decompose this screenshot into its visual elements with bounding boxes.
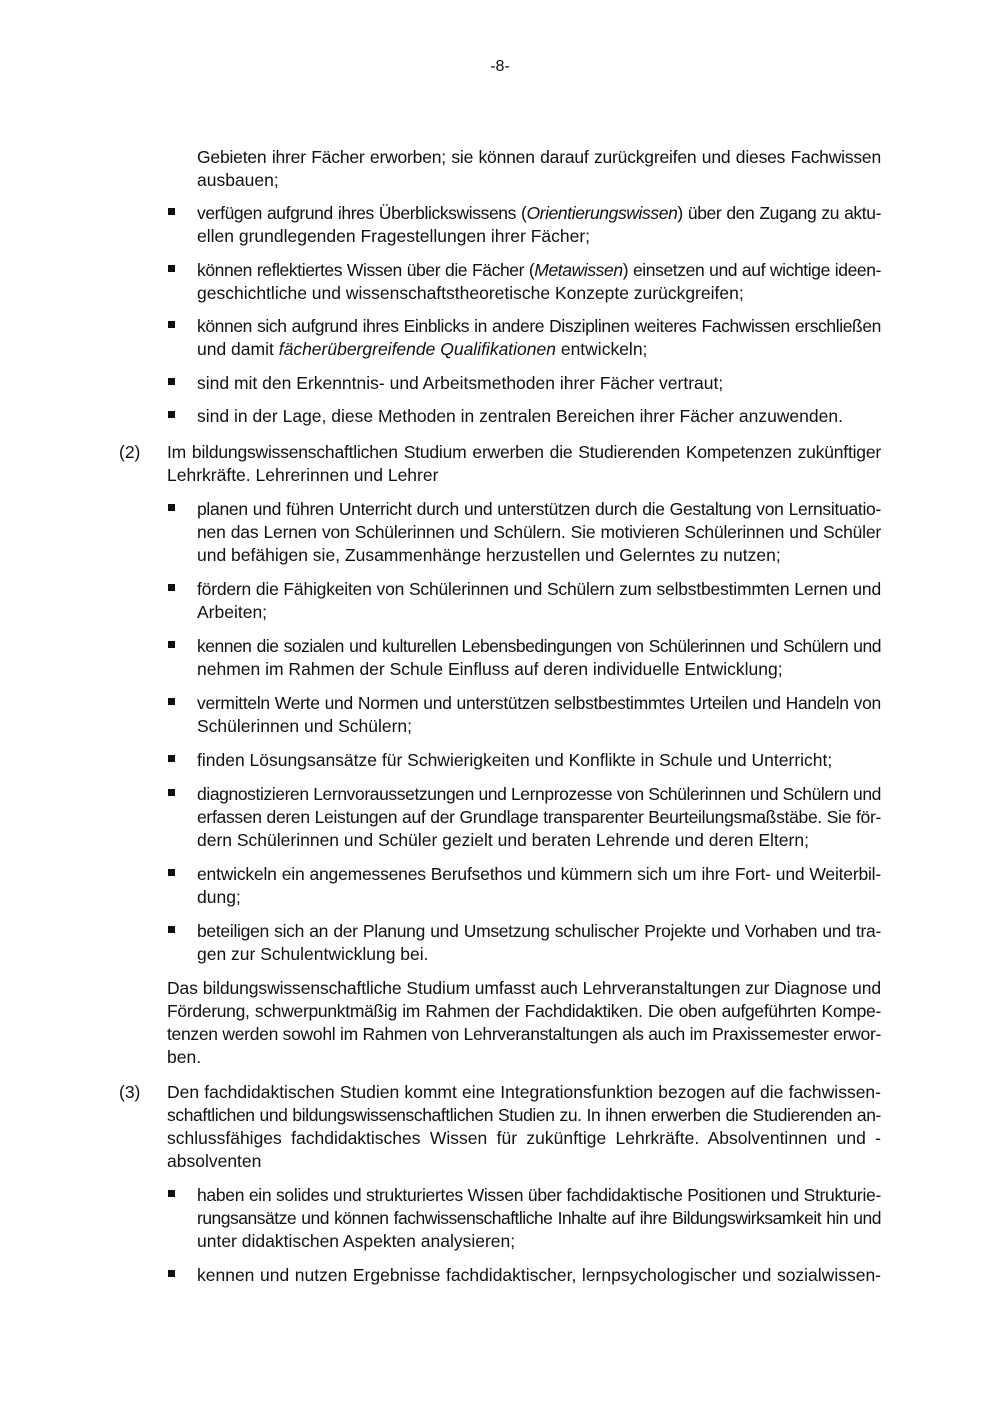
bullet-marker [168, 755, 175, 762]
list-item-line: und befähigen sie, Zusammenhänge herzustellen und Gelerntes zu nutzen; [197, 545, 781, 565]
section-number: (2) [119, 442, 141, 462]
page-number: -8- [490, 58, 510, 75]
list-item-line: rungsansätze und können fachwissenschaftliche Inhalte auf ihre Bildungswirksamkeit hin und [197, 1208, 881, 1228]
list-item-line: kennen die sozialen und kulturellen Lebensbedingungen von Schülerinnen und Schülern und [197, 636, 881, 656]
section-number: (3) [119, 1082, 141, 1102]
list-item-line: fördern die Fähigkeiten von Schülerinnen und Schülern zum selbstbestimmten Lernen und [197, 579, 881, 599]
bullet-marker [168, 1190, 175, 1197]
list-item-line: Schülerinnen und Schülern; [197, 716, 413, 736]
list-item-line: unter didaktischen Aspekten analysieren; [197, 1231, 516, 1251]
list-item-line: planen und führen Unterricht durch und unterstützen durch die Gestaltung von Lernsituatio- [197, 499, 881, 519]
paragraph-line: Im bildungswissenschaftlichen Studium erwerben die Studierenden Kompetenzen zukünftiger [167, 442, 881, 462]
list-item-line: verfügen aufgrund ihres Überblickswissens (Orientierungswissen) über den Zugang zu aktu- [197, 203, 881, 223]
paragraph-line: ausbauen; [197, 170, 279, 190]
paragraph-line: schlussfähiges fachdidaktisches Wissen für zukünftige Lehrkräfte. Absolventinnen und - [167, 1128, 881, 1148]
bullet-marker [168, 926, 175, 933]
bullet-marker [168, 789, 175, 796]
paragraph-line: tenzen werden sowohl im Rahmen von Lehrveranstaltungen als auch im Praxissemester erwor- [167, 1024, 881, 1044]
list-item-line: haben ein solides und strukturiertes Wissen über fachdidaktische Positionen und Strukturie- [197, 1185, 881, 1205]
bullet-marker [168, 208, 175, 215]
bullet-marker [168, 1270, 175, 1277]
paragraph-line: Das bildungswissenschaftliche Studium umfasst auch Lehrveranstaltungen zur Diagnose und [167, 978, 881, 998]
list-item-line: geschichtliche und wissenschaftstheoretische Konzepte zurückgreifen; [197, 283, 744, 303]
list-item-line: Arbeiten; [197, 602, 268, 622]
bullet-marker [168, 265, 175, 272]
list-item-line: nehmen im Rahmen der Schule Einfluss auf deren individuelle Entwicklung; [197, 659, 783, 679]
list-item-line: kennen und nutzen Ergebnisse fachdidaktischer, lernpsychologischer und sozialwissen- [197, 1265, 881, 1285]
list-item-line: beteiligen sich an der Planung und Umsetzung schulischer Projekte und Vorhaben und tra- [197, 921, 881, 941]
paragraph-line: schaftlichen und bildungswissenschaftlichen Studien zu. In ihnen erwerben die Studierenden an- [167, 1105, 881, 1125]
paragraph-line: ben. [167, 1047, 202, 1067]
list-item-line: und damit fächerübergreifende Qualifikationen entwickeln; [197, 339, 648, 359]
paragraph-line: Den fachdidaktischen Studien kommt eine Integrationsfunktion bezogen auf die fachwissen- [167, 1082, 881, 1102]
list-item-line: können reflektiertes Wissen über die Fächer (Metawissen) einsetzen und auf wichtige ideen- [197, 260, 881, 280]
list-item-line: dung; [197, 887, 241, 907]
paragraph-line: Förderung, schwerpunktmäßig im Rahmen der Fachdidaktiken. Die oben aufgeführten Kompe- [167, 1001, 881, 1021]
list-item-line: entwickeln ein angemessenes Berufsethos und kümmern sich um ihre Fort- und Weiterbil- [197, 864, 881, 884]
bullet-marker [168, 321, 175, 328]
bullet-marker [168, 411, 175, 418]
list-item-line: nen das Lernen von Schülerinnen und Schülern. Sie motivieren Schülerinnen und Schüler [197, 522, 881, 542]
list-item-line: dern Schülerinnen und Schüler gezielt und beraten Lehrende und deren Eltern; [197, 830, 809, 850]
list-item-line: diagnostizieren Lernvoraussetzungen und Lernprozesse von Schülerinnen und Schülern und [197, 784, 881, 804]
paragraph-line: Lehrkräfte. Lehrerinnen und Lehrer [167, 465, 439, 485]
paragraph-line: Gebieten ihrer Fächer erworben; sie können darauf zurückgreifen und dieses Fachwissen [197, 147, 881, 167]
list-item-line: ellen grundlegenden Fragestellungen ihrer Fächer; [197, 226, 591, 246]
list-item-line: sind mit den Erkenntnis- und Arbeitsmethoden ihrer Fächer vertraut; [197, 373, 724, 393]
paragraph-line: absolventen [167, 1151, 262, 1171]
bullet-marker [168, 504, 175, 511]
bullet-marker [168, 378, 175, 385]
list-item-line: sind in der Lage, diese Methoden in zentralen Bereichen ihrer Fächer anzuwenden. [197, 406, 843, 426]
bullet-marker [168, 698, 175, 705]
bullet-marker [168, 869, 175, 876]
list-item-line: gen zur Schulentwicklung bei. [197, 944, 429, 964]
list-item-line: erfassen deren Leistungen auf der Grundlage transparenter Beurteilungsmaßstäbe. Sie för- [197, 807, 881, 827]
list-item-line: finden Lösungsansätze für Schwierigkeiten und Konflikte in Schule und Unterricht; [197, 750, 833, 770]
bullet-marker [168, 584, 175, 591]
list-item-line: vermitteln Werte und Normen und unterstützen selbstbestimmtes Urteilen und Handeln von [197, 693, 881, 713]
bullet-marker [168, 641, 175, 648]
list-item-line: können sich aufgrund ihres Einblicks in andere Disziplinen weiteres Fachwissen erschließen [197, 316, 881, 336]
